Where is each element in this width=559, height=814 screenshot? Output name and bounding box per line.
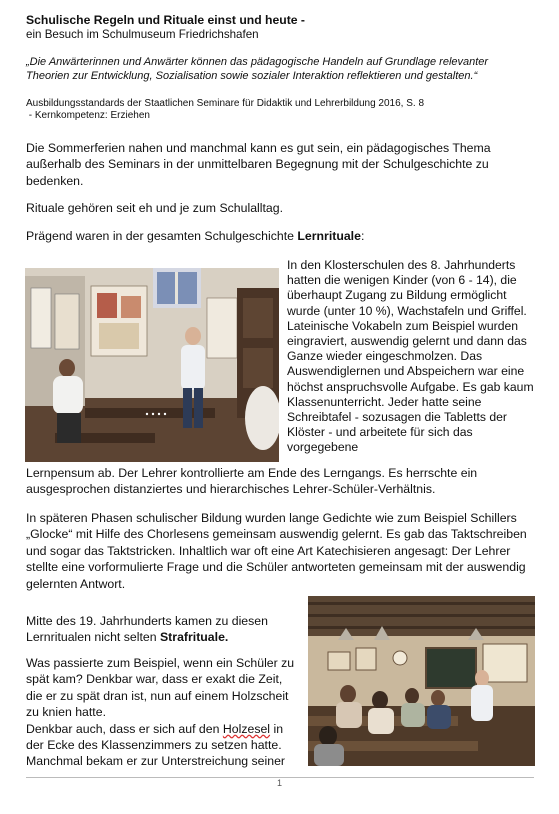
p7-part-a: Was passierte zum Beispiel, wenn ein Schüler zu spät kam? Denkbar war, dass er exakt die Zeit, die er zu spät dran ist, nun auf einem Holzscheit zu knien hatte. (26, 656, 295, 720)
p6-prefix: Mitte des 19. Jahrhunderts kamen zu diesen Lernritualen nicht selten (26, 614, 268, 645)
p6-bold: Strafrituale. (159, 630, 229, 645)
paragraph-learning-rituals-heading (26, 228, 534, 244)
epigraph-quote: „Die Anwärterinnen und Anwärter können das pädagogische Handeln auf Grundlage relevanter Theorien zur Entwicklung, Sozialisation sowie sozialer Interaktion reflektieren und gestalten.“ (26, 56, 489, 82)
p7-b-prefix: Denkbar auch, dass er sich auf den (26, 721, 223, 736)
paragraph-monastery-schools: In den Klosterschulen des 8. Jahrhunderts hatten die wenigen Kinder (von 6 - 14), die überhaupt Zugang zu Bildung ermöglicht wurde (unter 10 %), Wachstafeln und Griffel. Lateinische Vokabeln zum Beispiel wurden eingraviert, auswendig gelernt und dann das Ganze wieder eingeschmolzen. Das Auswendiglernen und Abspeichern war eine höchst anspruchsvolle Aufgabe. Es gab kaum Klassenunterricht. Jeder hatte seine Schreibtafel - sozusagen die Tabletts der Klöster - und arbeitete für sich das vorgegebene (287, 258, 534, 455)
paragraph-later-phases: In späteren Phasen schulischer Bildung wurden lange Gedichte wie zum Beispiel Schillers „Glocke“ mit Hilfe des Chorlesens gemeinsam auswendig gelernt. Es gab das Taktschreiben und sogar das Taktstricken. Inhaltlich war oft eine Art Katechisieren angesagt: Der Lehrer stellte eine vorformulierte Frage und die Schüler antworteten gemeinsam mit der auswendig gelernten Antwort. (26, 511, 527, 591)
paragraph-intro: Die Sommerferien nahen und manchmal kann es gut sein, ein pädagogisches Thema außerhalb des Seminars in der unmittelbaren Begegnung mit der Schulgeschichte zu bedenken. (26, 141, 491, 188)
page-number: 1 (276, 778, 282, 788)
museum-guide-photo (25, 268, 279, 462)
p3-suffix: : (360, 229, 365, 243)
quote-source (26, 98, 531, 123)
historic-classroom-photo (308, 596, 535, 766)
p3-bold: Lernrituale (297, 229, 361, 243)
p3-prefix: Prägend waren in der gesamten Schulgeschichte (26, 229, 298, 243)
quote-source-line2: - Kernkompetenz: Erziehen (26, 110, 150, 122)
quote-source-line1: Ausbildungsstandards der Staatlichen Seminare für Didaktik und Lehrerbildung 2016, S. 8 (26, 98, 425, 109)
paragraph-rituals: Rituale gehören seit eh und je zum Schulalltag. (26, 201, 284, 215)
paragraph-late-student (26, 655, 301, 770)
page-title: Schulische Regeln und Rituale einst und heute - (26, 13, 305, 27)
museum-guide-photo-image (25, 268, 279, 462)
holzesel-word: Holzesel (222, 721, 271, 736)
historic-classroom-photo-image (308, 596, 535, 766)
paragraph-monastery-schools-continued: Lernpensum ab. Der Lehrer kontrollierte am Ende des Lerngangs. Es herrschte ein ausgesprochen distanziertes und hierarchisches Lehrer-Schüler-Verhältnis. (26, 466, 478, 497)
paragraph-punishment-rituals (26, 613, 301, 646)
p7-part-b (26, 721, 301, 770)
p7-b-suffix: in der Ecke des Klassenzimmers zu setzen hatte. Manchmal bekam er zur Unterstreichung seiner (26, 721, 286, 769)
page-subtitle: ein Besuch im Schulmuseum Friedrichshafen (26, 28, 259, 41)
